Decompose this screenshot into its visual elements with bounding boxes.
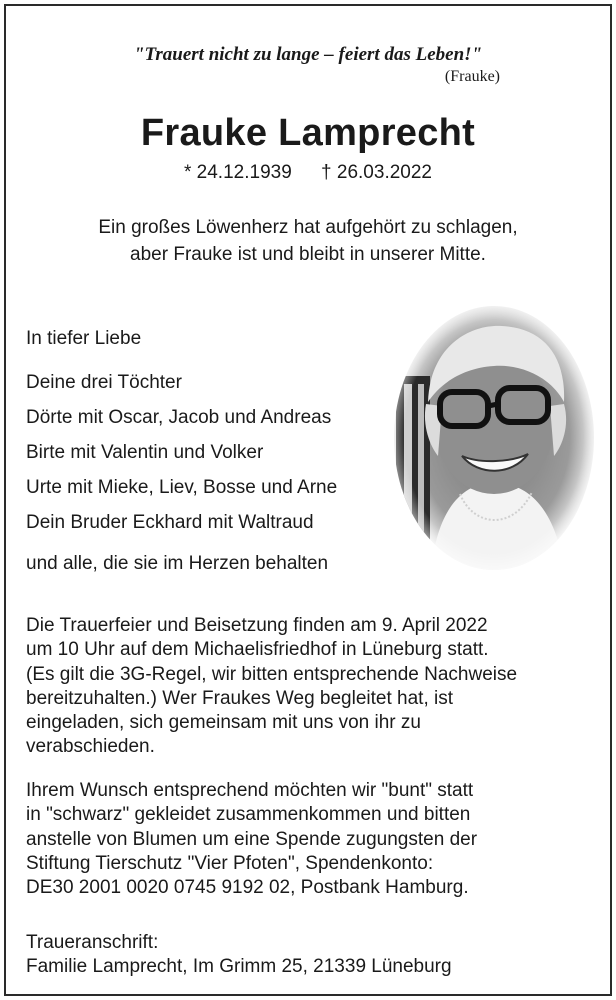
text-line: bereitzuhalten.) Wer Fraukes Weg begleitet hat, ist bbox=[26, 687, 454, 709]
mourner-line: Dörte mit Oscar, Jacob und Andreas bbox=[26, 407, 332, 428]
address-line: Familie Lamprecht, Im Grimm 25, 21339 Lüneburg bbox=[26, 956, 452, 978]
text-line: eingeladen, sich gemeinsam mit uns von ihr zu bbox=[26, 712, 421, 734]
text-line: anstelle von Blumen um eine Spende zugungsten der bbox=[26, 828, 478, 850]
birth-date: * 24.12.1939 bbox=[184, 162, 292, 183]
text-line: (Es gilt die 3G-Regel, wir bitten entsprechende Nachweise bbox=[26, 663, 518, 685]
text-line: in "schwarz" gekleidet zusammenkommen und bitten bbox=[26, 804, 471, 826]
text-line: Stiftung Tierschutz "Vier Pfoten", Spendenkonto: bbox=[26, 852, 434, 874]
quote-text: "Trauert nicht zu lange – feiert das Leben!" bbox=[133, 44, 483, 65]
mourner-line: Birte mit Valentin und Volker bbox=[26, 442, 264, 463]
message-line: Ein großes Löwenherz hat aufgehört zu schlagen, bbox=[98, 217, 518, 238]
wishes-paragraph bbox=[26, 779, 477, 900]
portrait-photo bbox=[390, 306, 598, 578]
mourner-line: Urte mit Mieke, Liev, Bosse und Arne bbox=[26, 477, 338, 498]
text-line: Ihrem Wunsch entsprechend möchten wir "bunt" statt bbox=[26, 780, 474, 801]
text-line: Die Trauerfeier und Beisetzung finden am 9. April 2022 bbox=[26, 615, 488, 636]
memorial-message bbox=[0, 214, 616, 268]
text-line: DE30 2001 0020 0745 9192 02, Postbank Hamburg. bbox=[26, 877, 469, 899]
message-line: aber Frauke ist und bleibt in unserer Mitte. bbox=[130, 244, 486, 265]
death-date: † 26.03.2022 bbox=[321, 162, 432, 183]
mourners-intro: In tiefer Liebe bbox=[26, 328, 142, 349]
life-dates bbox=[0, 162, 616, 184]
address-label: Traueranschrift: bbox=[26, 932, 159, 953]
mourner-line: Deine drei Töchter bbox=[26, 372, 182, 393]
text-line: verabschieden. bbox=[26, 736, 155, 758]
mourner-line: Dein Bruder Eckhard mit Waltraud bbox=[26, 512, 314, 533]
mourners-closing: und alle, die sie im Herzen behalten bbox=[26, 553, 329, 574]
mourning-address bbox=[26, 931, 452, 980]
ceremony-paragraph bbox=[26, 614, 517, 760]
text-line: um 10 Uhr auf dem Michaelisfriedhof in Lüneburg statt. bbox=[26, 639, 489, 661]
deceased-name: Frauke Lamprecht bbox=[140, 112, 476, 154]
quote-author: (Frauke) bbox=[444, 68, 500, 85]
